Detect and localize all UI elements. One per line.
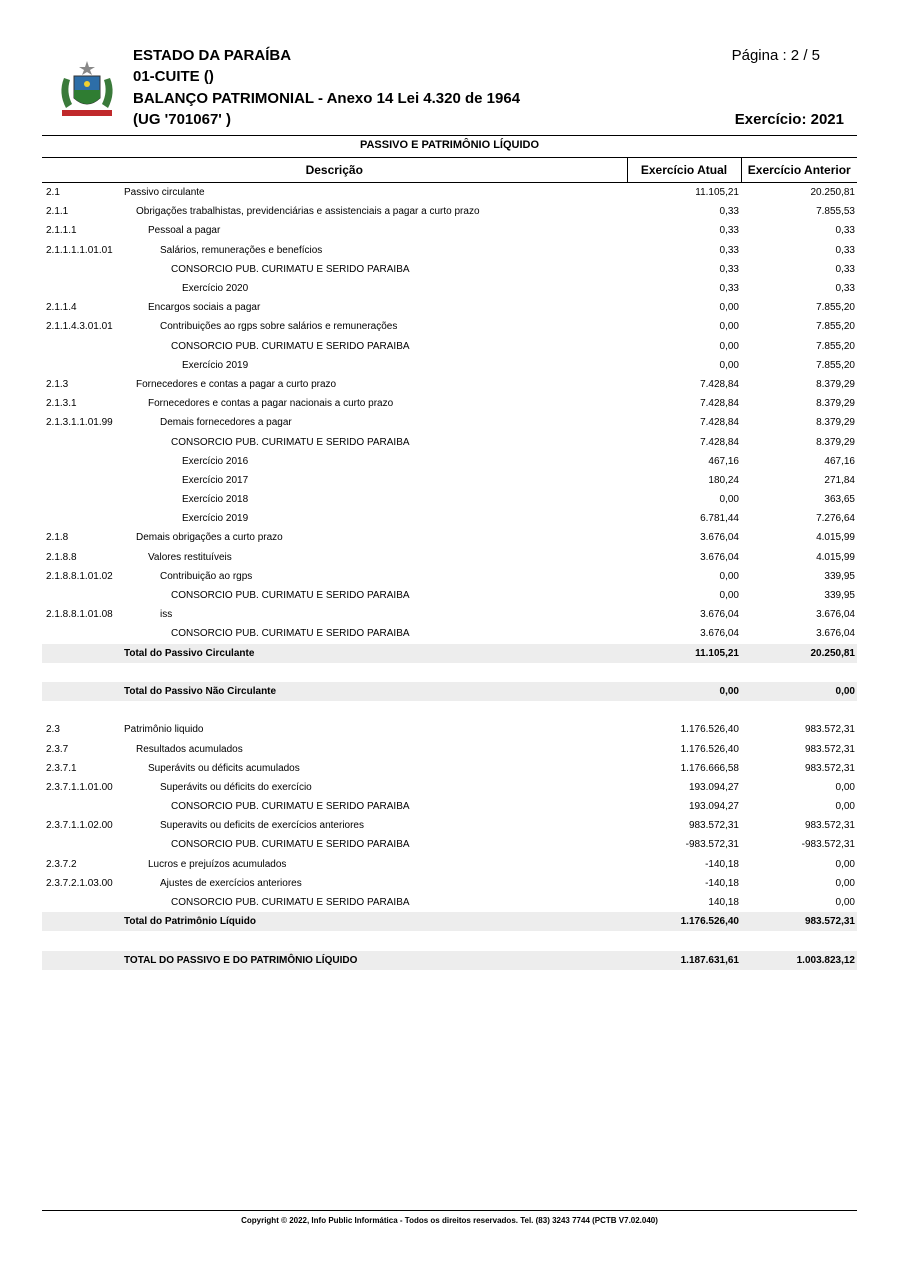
previous-value: 467,16 bbox=[824, 455, 855, 467]
account-description: Obrigações trabalhistas, previdenciárias e assistenciais a pagar a curto prazo bbox=[136, 206, 480, 218]
current-value: 0,00 bbox=[719, 359, 739, 371]
current-value: 0,00 bbox=[719, 494, 739, 506]
account-code: 2.1.3.1.1.01.99 bbox=[46, 417, 113, 429]
previous-value: 20.250,81 bbox=[810, 187, 855, 199]
page-number: Página : 2 / 5 bbox=[731, 47, 820, 64]
account-code: 2.1.8 bbox=[46, 532, 69, 544]
current-value: 1.176.526,40 bbox=[627, 912, 741, 931]
previous-value: 8.379,29 bbox=[816, 398, 855, 410]
account-code bbox=[42, 586, 124, 605]
current-value: 0,33 bbox=[719, 263, 739, 275]
current-value: 0,33 bbox=[719, 283, 739, 295]
previous-value: 0,00 bbox=[835, 781, 855, 793]
previous-value: 0,00 bbox=[835, 877, 855, 889]
previous-value: 983.572,31 bbox=[804, 820, 855, 832]
blank-row bbox=[42, 931, 857, 950]
previous-value: 8.379,29 bbox=[816, 378, 855, 390]
account-code: 2.1.3 bbox=[46, 378, 69, 390]
account-code bbox=[42, 452, 124, 471]
current-value: 1.176.526,40 bbox=[680, 724, 739, 736]
table-row bbox=[42, 797, 857, 816]
account-description: Contribuições ao rgps sobre salários e remunerações bbox=[160, 321, 398, 333]
account-description: CONSORCIO PUB. CURIMATU E SERIDO PARAIBA bbox=[171, 628, 410, 640]
account-description: Exercício 2017 bbox=[182, 474, 249, 486]
entity-name: 01-CUITE () bbox=[133, 68, 214, 85]
col-current: Exercício Atual bbox=[627, 158, 741, 183]
account-description: Patrimônio liquido bbox=[124, 724, 204, 736]
current-value: 0,00 bbox=[627, 682, 741, 701]
account-description: Pessoal a pagar bbox=[148, 225, 221, 237]
previous-value: 983.572,31 bbox=[804, 743, 855, 755]
table-row bbox=[42, 835, 857, 854]
current-value: 7.428,84 bbox=[700, 417, 739, 429]
total-row bbox=[42, 912, 857, 931]
table-row bbox=[42, 241, 857, 260]
table-row bbox=[42, 221, 857, 240]
current-value: 3.676,04 bbox=[700, 551, 739, 563]
table-row bbox=[42, 452, 857, 471]
current-value: 140,18 bbox=[708, 897, 739, 909]
current-value: 1.176.526,40 bbox=[680, 743, 739, 755]
account-description: CONSORCIO PUB. CURIMATU E SERIDO PARAIBA bbox=[171, 263, 410, 275]
account-description: Ajustes de exercícios anteriores bbox=[160, 877, 302, 889]
table-row bbox=[42, 394, 857, 413]
previous-value: 7.855,20 bbox=[816, 321, 855, 333]
account-code bbox=[42, 682, 124, 701]
account-code bbox=[42, 835, 124, 854]
previous-value: 20.250,81 bbox=[741, 644, 857, 663]
account-code bbox=[42, 432, 124, 451]
previous-value: 0,00 bbox=[835, 858, 855, 870]
current-value: 0,00 bbox=[719, 590, 739, 602]
current-value: 0,33 bbox=[719, 225, 739, 237]
account-description: Total do Passivo Não Circulante bbox=[124, 682, 627, 701]
account-description: Resultados acumulados bbox=[136, 743, 243, 755]
account-code: 2.1.1.4 bbox=[46, 302, 77, 314]
table-row bbox=[42, 855, 857, 874]
account-description: Passivo circulante bbox=[124, 187, 205, 199]
account-code bbox=[42, 951, 124, 970]
account-code bbox=[42, 260, 124, 279]
previous-value: 7.855,20 bbox=[816, 302, 855, 314]
account-code: 2.1.8.8.1.01.08 bbox=[46, 609, 113, 621]
previous-value: 0,33 bbox=[835, 263, 855, 275]
footer-divider bbox=[42, 1210, 857, 1211]
current-value: 0,00 bbox=[719, 321, 739, 333]
previous-value: 7.855,20 bbox=[816, 340, 855, 352]
current-value: 7.428,84 bbox=[700, 378, 739, 390]
table-row bbox=[42, 260, 857, 279]
account-description: Valores restituíveis bbox=[148, 551, 232, 563]
account-description: Fornecedores e contas a pagar a curto prazo bbox=[136, 378, 337, 390]
account-description: CONSORCIO PUB. CURIMATU E SERIDO PARAIBA bbox=[171, 897, 410, 909]
table-row bbox=[42, 317, 857, 336]
account-code: 2.3 bbox=[46, 724, 60, 736]
current-value: 180,24 bbox=[708, 474, 739, 486]
total-row bbox=[42, 951, 857, 970]
table-row bbox=[42, 739, 857, 758]
account-description: CONSORCIO PUB. CURIMATU E SERIDO PARAIBA bbox=[171, 340, 410, 352]
account-code: 2.3.7.2.1.03.00 bbox=[46, 877, 113, 889]
current-value: -140,18 bbox=[705, 877, 739, 889]
account-code bbox=[42, 337, 124, 356]
account-code bbox=[42, 509, 124, 528]
account-code: 2.1.8.8 bbox=[46, 551, 77, 563]
account-description: Exercício 2019 bbox=[182, 359, 249, 371]
previous-value: 0,33 bbox=[835, 244, 855, 256]
table-row bbox=[42, 778, 857, 797]
table-row bbox=[42, 183, 857, 203]
account-code: 2.3.7.2 bbox=[46, 858, 77, 870]
account-description: CONSORCIO PUB. CURIMATU E SERIDO PARAIBA bbox=[171, 839, 410, 851]
current-value: 0,33 bbox=[719, 244, 739, 256]
account-code bbox=[42, 279, 124, 298]
previous-value: 983.572,31 bbox=[741, 912, 857, 931]
balance-table bbox=[42, 157, 857, 970]
account-code: 2.1 bbox=[46, 187, 60, 199]
previous-value: 983.572,31 bbox=[804, 762, 855, 774]
table-row bbox=[42, 298, 857, 317]
account-code bbox=[42, 644, 124, 663]
previous-value: 0,33 bbox=[835, 283, 855, 295]
col-previous: Exercício Anterior bbox=[741, 158, 857, 183]
table-row bbox=[42, 759, 857, 778]
account-description: CONSORCIO PUB. CURIMATU E SERIDO PARAIBA bbox=[171, 590, 410, 602]
table-row bbox=[42, 528, 857, 547]
account-code: 2.1.1 bbox=[46, 206, 69, 218]
account-description: Superávits ou déficits acumulados bbox=[148, 762, 300, 774]
current-value: 3.676,04 bbox=[700, 532, 739, 544]
current-value: -140,18 bbox=[705, 858, 739, 870]
previous-value: 0,00 bbox=[741, 682, 857, 701]
previous-value: 363,65 bbox=[824, 494, 855, 506]
account-code: 2.1.8.8.1.01.02 bbox=[46, 570, 113, 582]
table-row bbox=[42, 720, 857, 739]
account-description: Fornecedores e contas a pagar nacionais a curto prazo bbox=[148, 398, 394, 410]
state-coat-of-arms-logo bbox=[56, 58, 118, 120]
table-row bbox=[42, 509, 857, 528]
table-row bbox=[42, 413, 857, 432]
account-code: 2.3.7 bbox=[46, 743, 69, 755]
blank-row bbox=[42, 663, 857, 682]
account-description: Superávits ou déficits do exercício bbox=[160, 781, 312, 793]
current-value: 193.094,27 bbox=[688, 781, 739, 793]
account-code bbox=[42, 893, 124, 912]
current-value: 3.676,04 bbox=[700, 628, 739, 640]
account-description: Contribuição ao rgps bbox=[160, 570, 253, 582]
current-value: 0,33 bbox=[719, 206, 739, 218]
table-row bbox=[42, 605, 857, 624]
current-value: 467,16 bbox=[708, 455, 739, 467]
table-row bbox=[42, 816, 857, 835]
account-description: Demais obrigações a curto prazo bbox=[136, 532, 283, 544]
table-row bbox=[42, 356, 857, 375]
table-row bbox=[42, 279, 857, 298]
previous-value: 339,95 bbox=[824, 570, 855, 582]
state-name: ESTADO DA PARAÍBA bbox=[133, 47, 292, 64]
account-code bbox=[42, 356, 124, 375]
previous-value: 7.276,64 bbox=[816, 513, 855, 525]
account-description: CONSORCIO PUB. CURIMATU E SERIDO PARAIBA bbox=[171, 436, 410, 448]
table-row bbox=[42, 490, 857, 509]
table-row bbox=[42, 337, 857, 356]
account-description: Lucros e prejuízos acumulados bbox=[148, 858, 287, 870]
previous-value: 0,33 bbox=[835, 225, 855, 237]
total-row bbox=[42, 682, 857, 701]
current-value: 0,00 bbox=[719, 340, 739, 352]
account-code bbox=[42, 912, 124, 931]
account-code: 2.1.1.4.3.01.01 bbox=[46, 321, 113, 333]
footer-copyright: Copyright © 2022, Info Public Informática - Todos os direitos reservados. Tel. (83) 3243 7744 (PCTB V7.02.040) bbox=[241, 1216, 658, 1225]
current-value: 7.428,84 bbox=[700, 398, 739, 410]
previous-value: 8.379,29 bbox=[816, 417, 855, 429]
table-row bbox=[42, 624, 857, 643]
previous-value: 339,95 bbox=[824, 590, 855, 602]
table-row bbox=[42, 893, 857, 912]
account-code: 2.3.7.1.1.02.00 bbox=[46, 820, 113, 832]
table-row bbox=[42, 548, 857, 567]
account-code bbox=[42, 797, 124, 816]
blank-row bbox=[42, 701, 857, 720]
account-description: Exercício 2018 bbox=[182, 494, 249, 506]
header-divider bbox=[42, 135, 857, 136]
table-row bbox=[42, 432, 857, 451]
account-description: Exercício 2020 bbox=[182, 283, 249, 295]
table-row bbox=[42, 471, 857, 490]
table-row bbox=[42, 567, 857, 586]
previous-value: 1.003.823,12 bbox=[741, 951, 857, 970]
previous-value: 0,00 bbox=[835, 897, 855, 909]
account-code: 2.3.7.1 bbox=[46, 762, 77, 774]
col-description: Descrição bbox=[42, 158, 627, 183]
table-row bbox=[42, 375, 857, 394]
account-description: Exercício 2019 bbox=[182, 513, 249, 525]
account-code bbox=[42, 624, 124, 643]
account-description: TOTAL DO PASSIVO E DO PATRIMÔNIO LÍQUIDO bbox=[124, 951, 627, 970]
current-value: 1.176.666,58 bbox=[680, 762, 739, 774]
previous-value: 4.015,99 bbox=[816, 532, 855, 544]
exercise-year: Exercício: 2021 bbox=[734, 111, 844, 128]
account-description: Total do Passivo Circulante bbox=[124, 644, 627, 663]
account-description: Demais fornecedores a pagar bbox=[160, 417, 292, 429]
current-value: 11.105,21 bbox=[627, 644, 741, 663]
previous-value: 8.379,29 bbox=[816, 436, 855, 448]
current-value: 3.676,04 bbox=[700, 609, 739, 621]
account-description: Superavits ou deficits de exercícios anteriores bbox=[160, 820, 364, 832]
account-description: Salários, remunerações e benefícios bbox=[160, 244, 323, 256]
previous-value: -983.572,31 bbox=[801, 839, 855, 851]
total-row bbox=[42, 644, 857, 663]
table-row bbox=[42, 202, 857, 221]
current-value: 0,00 bbox=[719, 302, 739, 314]
account-description: Total do Patrimônio Líquido bbox=[124, 912, 627, 931]
current-value: 0,00 bbox=[719, 570, 739, 582]
previous-value: 983.572,31 bbox=[804, 724, 855, 736]
table-row bbox=[42, 586, 857, 605]
current-value: 193.094,27 bbox=[688, 801, 739, 813]
previous-value: 3.676,04 bbox=[816, 628, 855, 640]
previous-value: 271,84 bbox=[824, 474, 855, 486]
account-code: 2.1.1.1.1.01.01 bbox=[46, 244, 113, 256]
previous-value: 4.015,99 bbox=[816, 551, 855, 563]
account-code: 2.3.7.1.1.01.00 bbox=[46, 781, 113, 793]
report-title: BALANÇO PATRIMONIAL - Anexo 14 Lei 4.320 de 1964 bbox=[133, 90, 521, 107]
previous-value: 3.676,04 bbox=[816, 609, 855, 621]
previous-value: 0,00 bbox=[835, 801, 855, 813]
account-description: CONSORCIO PUB. CURIMATU E SERIDO PARAIBA bbox=[171, 801, 410, 813]
current-value: 11.105,21 bbox=[695, 187, 739, 199]
section-title: PASSIVO E PATRIMÔNIO LÍQUIDO bbox=[359, 139, 540, 151]
current-value: 1.187.631,61 bbox=[627, 951, 741, 970]
current-value: 983.572,31 bbox=[688, 820, 739, 832]
account-description: Encargos sociais a pagar bbox=[148, 302, 261, 314]
account-description: Exercício 2016 bbox=[182, 455, 249, 467]
table-row bbox=[42, 874, 857, 893]
previous-value: 7.855,20 bbox=[816, 359, 855, 371]
current-value: 6.781,44 bbox=[700, 513, 739, 525]
previous-value: 7.855,53 bbox=[816, 206, 855, 218]
current-value: -983.572,31 bbox=[685, 839, 739, 851]
account-code: 2.1.3.1 bbox=[46, 398, 77, 410]
current-value: 7.428,84 bbox=[700, 436, 739, 448]
account-code bbox=[42, 471, 124, 490]
account-description: iss bbox=[160, 609, 173, 621]
account-code: 2.1.1.1 bbox=[46, 225, 77, 237]
account-code bbox=[42, 490, 124, 509]
ug-code: (UG '701067' ) bbox=[133, 111, 232, 128]
